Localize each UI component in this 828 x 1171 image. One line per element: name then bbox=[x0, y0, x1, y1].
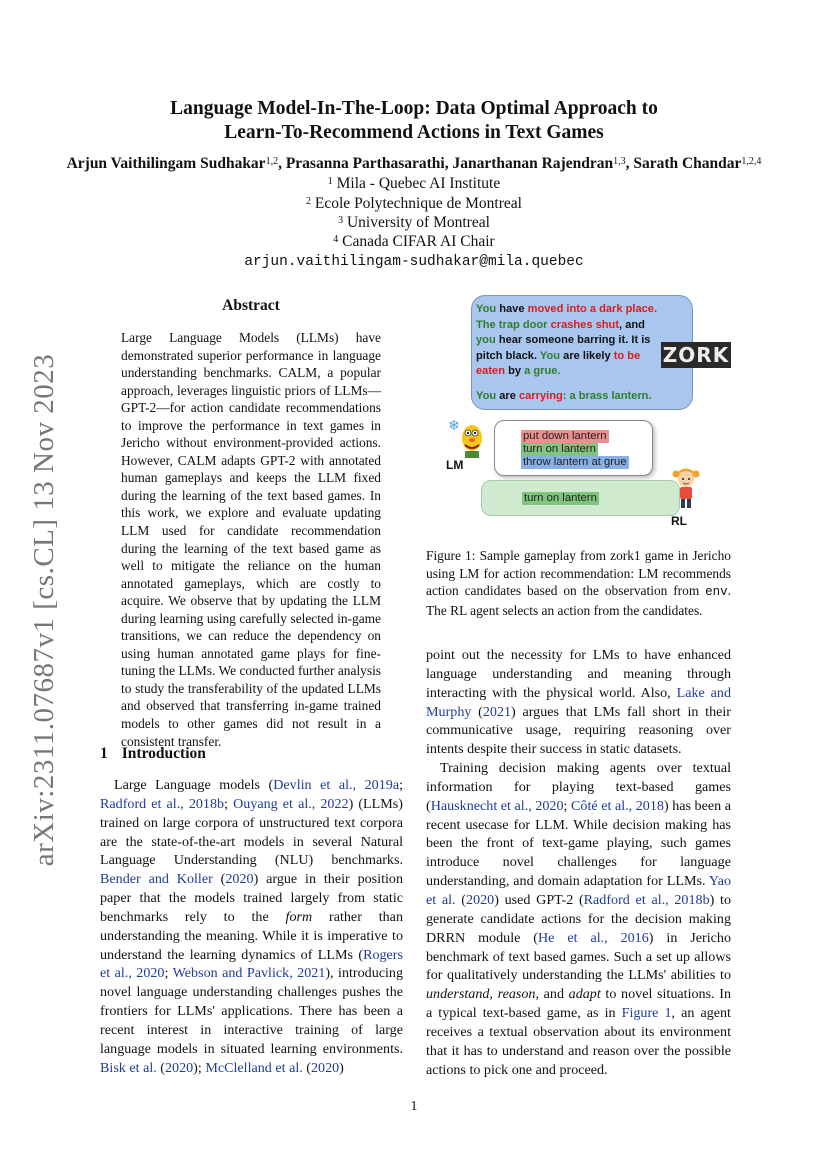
section-heading bbox=[100, 745, 206, 763]
obs-word: : a brass lantern. bbox=[562, 389, 652, 402]
snowflake-icon: ❄ bbox=[448, 418, 460, 434]
body-text: ) has been a recent usecase for LLM. While decision making has been the front of text-game playing, such games introduce novel challenges for language understanding, and domain adaptation for LLMs. bbox=[426, 797, 731, 890]
figure-caption bbox=[426, 547, 731, 619]
obs-line bbox=[476, 364, 688, 380]
affil-name: Mila - Quebec AI Institute bbox=[336, 175, 501, 192]
obs-word: are likely bbox=[560, 349, 614, 362]
citation-link[interactable]: 2020 bbox=[164, 1059, 194, 1076]
body-text: ) in Jericho benchmark of text based games. Such a set up allows for qualitatively understanding the LLMs' abilities to bbox=[426, 929, 731, 984]
body-text: ) argues that LMs fall short in their communicative usage, requiring reasoning over intents despite their success in static datasets. bbox=[426, 703, 731, 758]
obs-word: by bbox=[504, 365, 525, 378]
citation-link[interactable]: 2021 bbox=[482, 703, 512, 720]
citation-link[interactable]: McClelland et al. bbox=[205, 1059, 303, 1076]
obs-word: crashes shut bbox=[550, 318, 620, 331]
intro-paragraph-1 bbox=[100, 776, 403, 1078]
lm-label: LM bbox=[446, 458, 464, 472]
citation-link[interactable]: Devlin et al., 2019a bbox=[273, 777, 400, 793]
lm-action-3: throw lantern at grue bbox=[523, 456, 627, 468]
observation-text bbox=[476, 302, 688, 405]
obs-word: you bbox=[476, 334, 496, 347]
body-text: ( bbox=[302, 1059, 311, 1076]
abstract-heading: Abstract bbox=[222, 297, 280, 314]
emphasis-text: form bbox=[285, 908, 313, 925]
body-text: ; bbox=[563, 797, 572, 814]
abstract-text: Large Language Models (LLMs) have demonstrated superior performance in language understanding benchmarks. CALM, a popular approach, leverages linguistic priors of LLMs—GPT-2—for action candidate recommendations to improve the performance in text games in Jericho without environment-provided actions. However, CALM adapts GPT-2 with annotated human gameplays and keeps the LLM fixed during the learning of the text based games. In this work, we explore and evaluate updating LLM used for candidate recommendation during the learning of the text based game as well to mitigate the reliance on the human annotated gameplays, which are costly to acquire. We observe that by updating the LLM during learning using carefully selected in-game transitions, we can reduce the dependency on using human annotated game plays for fine-tuning the LLMs. We conducted further analysis to study the transferability of the updated LLMs and observed that transferring in-game trained models to other games did not result in a consistent transfer. bbox=[121, 330, 381, 749]
lm-action-2: turn on lantern bbox=[523, 443, 596, 455]
author-sep: , bbox=[278, 155, 286, 172]
arxiv-stamp: arXiv:2311.07687v1 [cs.CL] 13 Nov 2023 bbox=[28, 353, 60, 867]
affil-name: University of Montreal bbox=[346, 214, 490, 231]
body-text: ( bbox=[212, 871, 226, 888]
obs-word: are bbox=[496, 389, 519, 402]
body-text: , an agent receives a textual observation about its environment that it has to understand and reason over the possible actions to pick one and proceed. bbox=[426, 1005, 731, 1078]
citation-link[interactable]: Hausknecht et al., 2020 bbox=[430, 797, 564, 814]
lm-action-1: put down lantern bbox=[523, 430, 607, 442]
citation-link[interactable]: He et al., 2016 bbox=[537, 929, 649, 946]
rl-character-icon bbox=[671, 468, 701, 510]
body-text: to novel situations. In a typical text-based game, as in bbox=[426, 986, 731, 1022]
affil-name: Ecole Polytechnique de Montreal bbox=[314, 195, 522, 212]
obs-word: You bbox=[476, 389, 497, 402]
body-text: point out the necessity for LMs to have enhanced language understanding and meaning through interacting with the physical world. Also, bbox=[426, 647, 731, 701]
citation-link[interactable]: Bender and Koller bbox=[100, 871, 213, 888]
citation-link[interactable]: 2020 bbox=[466, 891, 495, 908]
obs-line bbox=[476, 349, 688, 365]
obs-line bbox=[476, 333, 688, 349]
caption-code: env bbox=[705, 585, 728, 600]
body-text: rather than understanding the meaning. While it is imperative to understand the learning dynamics of LLMs ( bbox=[100, 908, 403, 963]
body-text: , bbox=[489, 986, 498, 1003]
lm-character-icon bbox=[446, 418, 486, 458]
author-1: Arjun Vaithilingam Sudhakar bbox=[66, 155, 266, 172]
author-4-affil: 1,2,4 bbox=[741, 156, 762, 167]
lm-actions-bubble bbox=[494, 420, 653, 476]
rl-action-bubble bbox=[481, 480, 680, 516]
citation-link[interactable]: Radford et al., 2018b bbox=[583, 891, 710, 908]
obs-word: You bbox=[539, 349, 561, 362]
emphasis-text: adapt bbox=[568, 986, 601, 1003]
author-email[interactable]: arjun.vaithilingam-sudhakar@mila.quebec bbox=[244, 254, 584, 270]
author-1-affil: 1,2 bbox=[265, 156, 279, 167]
citation-link[interactable]: Bisk et al. bbox=[100, 1059, 157, 1076]
author-list bbox=[0, 154, 828, 174]
body-text: ) bbox=[339, 1059, 344, 1076]
affiliation-1 bbox=[0, 174, 828, 194]
obs-word: a grue. bbox=[524, 365, 561, 378]
intro-right-column bbox=[426, 646, 731, 1079]
obs-word: , and bbox=[619, 318, 645, 331]
title-line-1: Language Model-In-The-Loop: Data Optimal Approach to bbox=[170, 98, 658, 119]
citation-link[interactable]: Côté et al., 2018 bbox=[571, 797, 664, 814]
body-text: ) to generate candidate actions for the decision making DRRN module ( bbox=[426, 891, 731, 946]
affil-num: 1 bbox=[327, 176, 333, 187]
body-text: ) used GPT-2 ( bbox=[494, 891, 584, 908]
citation-link[interactable]: Figure 1 bbox=[621, 1005, 672, 1022]
affiliation-3 bbox=[0, 213, 828, 233]
caption-text: Figure 1: Sample gameplay from zork1 game in Jericho using LM for action recommendation: LM recommends action candidates based on the observation from bbox=[426, 548, 731, 599]
title-line-2: Learn-To-Recommend Actions in Text Games bbox=[224, 122, 604, 143]
obs-word: hear someone barring it. It is bbox=[495, 334, 651, 347]
body-text: ( bbox=[455, 891, 467, 908]
citation-link[interactable]: Radford et al., 2018b bbox=[100, 795, 225, 812]
zork-logo: ZORK bbox=[662, 343, 730, 367]
obs-word: moved into a dark place. bbox=[527, 303, 658, 315]
observation-bubble bbox=[471, 295, 693, 410]
author-2: Prasanna Parthasarathi bbox=[285, 155, 445, 172]
affil-num: 4 bbox=[333, 234, 339, 245]
body-text: ); bbox=[193, 1059, 206, 1076]
author-sep: , bbox=[444, 155, 453, 172]
body-text: ) (LLMs) trained on large corpora of unstructured text corpora are the state-of-the-art models in several Natural Language Understanding (NLU) benchmarks. bbox=[100, 795, 403, 869]
affil-name: Canada CIFAR AI Chair bbox=[342, 233, 495, 250]
obs-word: to be bbox=[613, 349, 641, 362]
citation-link[interactable]: 2020 bbox=[310, 1059, 340, 1076]
intro-paragraph-2 bbox=[426, 646, 731, 759]
affiliation-2 bbox=[0, 194, 828, 214]
citation-link[interactable]: Ouyang et al., 2022 bbox=[233, 795, 349, 812]
obs-line bbox=[476, 302, 688, 318]
author-sep: , bbox=[625, 155, 634, 172]
obs-line bbox=[476, 318, 688, 334]
section-number: 1 bbox=[100, 745, 108, 762]
citation-link[interactable]: Rogers et al., 2020 bbox=[100, 946, 403, 982]
section-title: Introduction bbox=[121, 745, 206, 762]
body-text: ), introducing novel language understanding challenges pushes the frontiers for LLMs' applications. There has been a recent interest in interactive training of large language models in situated learning environments. bbox=[100, 965, 404, 1057]
citation-link[interactable]: Lake and Murphy bbox=[426, 684, 731, 720]
rl-label: RL bbox=[671, 514, 687, 528]
emphasis-text: reason bbox=[497, 986, 536, 1003]
author-3: Janarthanan Rajendran bbox=[452, 155, 614, 172]
body-text: ; bbox=[399, 777, 403, 793]
paper-title bbox=[0, 97, 828, 145]
obs-word: You bbox=[476, 303, 497, 315]
citation-link[interactable]: Yao et al. bbox=[426, 873, 731, 908]
intro-left-column bbox=[100, 776, 403, 1078]
body-text: ( bbox=[471, 703, 483, 720]
body-text: Training decision making agents over textual information for playing text-based games ( bbox=[426, 760, 731, 814]
obs-line bbox=[476, 389, 688, 405]
author-3-affil: 1,3 bbox=[613, 156, 626, 167]
affiliation-4 bbox=[0, 232, 828, 252]
obs-word: The trap door bbox=[476, 318, 551, 331]
citation-link[interactable]: 2020 bbox=[225, 871, 254, 888]
body-text: ; bbox=[224, 795, 234, 812]
emphasis-text: understand bbox=[426, 986, 490, 1003]
obs-word: pitch black. bbox=[476, 349, 540, 362]
figure-1 bbox=[426, 290, 731, 535]
obs-word: have bbox=[496, 303, 528, 315]
body-text: , and bbox=[535, 986, 569, 1003]
obs-word: eaten bbox=[476, 365, 505, 378]
body-text: ) argue in their position paper that the models trained largely from static benchmarks rely to the bbox=[100, 871, 403, 925]
rl-selected-action: turn on lantern bbox=[524, 492, 597, 504]
affil-num: 3 bbox=[338, 215, 344, 226]
obs-word: carrying bbox=[518, 389, 563, 402]
affil-num: 2 bbox=[306, 196, 312, 207]
author-4: Sarath Chandar bbox=[633, 155, 742, 172]
body-text: ( bbox=[156, 1059, 165, 1076]
body-text: Large Language models ( bbox=[114, 777, 274, 793]
caption-text: . The RL agent selects an action from the candidates. bbox=[426, 583, 731, 618]
abstract-body bbox=[121, 329, 381, 750]
page-number: 1 bbox=[410, 1099, 418, 1114]
intro-paragraph-3 bbox=[426, 759, 731, 1079]
citation-link[interactable]: Webson and Pavlick, 2021 bbox=[172, 965, 326, 982]
body-text: ; bbox=[164, 965, 173, 982]
